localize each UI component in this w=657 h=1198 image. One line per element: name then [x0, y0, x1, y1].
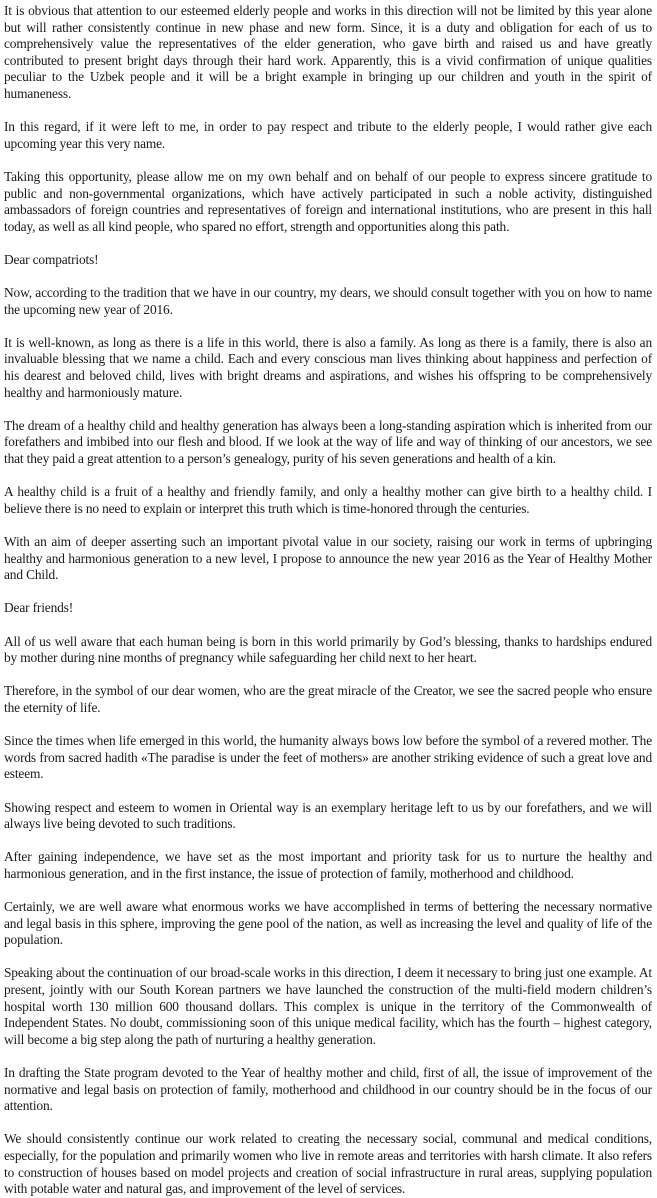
paragraph-name-2016: Now, according to the tradition that we have in our country, my dears, we should consult together with you on how to name the upcoming new year of 2016. — [4, 285, 652, 317]
paragraph-proposal: With an aim of deeper asserting such an important pivotal value in our society, raising our work in terms of upbringing healthy and harmonious generation to a new level, I propose to announce the new year 2016 as the Year of Healthy Mother and Child. — [4, 534, 652, 583]
paragraph-oriental-respect: Showing respect and esteem to women in Oriental way is an exemplary heritage left to us by our forefathers, and we will always live being devoted to such traditions. — [4, 799, 652, 832]
paragraph-healthy-child: A healthy child is a fruit of a healthy and friendly family, and only a healthy mother can give birth to a healthy child. I believe there is no need to explain or interpret this truth which is time-honored through the centuries. — [4, 484, 652, 516]
paragraph-family: It is well-known, as long as there is a life in this world, there is also a family. As long as there is a family, there is also an invaluable blessing that we name a child. Each and every conscious man lives thinking about happiness and perfection of his dearest and beloved child, lives with bright dreams and aspirations, and wishes his offspring to be comprehensively healthy and harmoniously mature. — [4, 334, 652, 400]
paragraph-independence: After gaining independence, we have set as the most important and priority task for us to nurture the healthy and harmonious generation, and in the first instance, the issue of protection of family, motherhood and childhood. — [4, 849, 652, 881]
paragraph-gratitude: Taking this opportunity, please allow me on my own behalf and on behalf of our people to express sincere gratitude to public and non-governmental organizations, which have actively participated in such a noble activity, distinguished ambassadors of foreign countries and representatives of foreign and international institutions, who are present in this hall today, as well as all kind people, who spared no effort, strength and opportunities along this path. — [4, 168, 652, 234]
paragraph-social-conditions: We should consistently continue our work related to creating the necessary social, communal and medical conditions, especially, for the population and primarily women who live in remote areas and territories with harsh climate. It also refers to construction of houses based on model projects and creation of social infrastructure in rural areas, supplying population with potable water and natural gas, and improvement of the level of services. — [4, 1131, 652, 1197]
document-page — [4, 3, 652, 1198]
paragraph-gods-blessing: All of us well aware that each human being is born in this world primarily by God’s blessing, thanks to hardships endured by mother during nine months of pregnancy while safeguarding her child next to her heart. — [4, 633, 652, 666]
paragraph-women-symbol: Therefore, in the symbol of our dear women, who are the great miracle of the Creator, we see the sacred people who ensure the eternity of life. — [4, 683, 652, 715]
salutation-friends: Dear friends! — [4, 600, 74, 616]
paragraph-state-program: In drafting the State program devoted to the Year of healthy mother and child, first of all, the issue of improvement of the normative and legal basis on protection of family, motherhood and childhood in our country should be in the focus of our attention. — [4, 1065, 652, 1114]
paragraph-elderly-attention: It is obvious that attention to our esteemed elderly people and works in this direction will not be limited by this year alone but will rather consistently continue in new phase and new form. Since, it is a duty and obligation for each of us to comprehensively value the representatives of the elder generation, who gave birth and raised us and have greatly contributed to present bright days through their hard work. Apparently, this is a vivid confirmation of unique qualities peculiar to the Uzbek people and it will be a bright example in bringing up our children and youth in the spirit of humaneness. — [4, 3, 652, 101]
salutation-compatriots: Dear compatriots! — [4, 251, 99, 267]
paragraph-revered-mother: Since the times when life emerged in this world, the humanity always bows low before the symbol of a revered mother. The words from sacred hadith «The paradise is under the feet of mothers» are another striking evidence of such a great love and esteem. — [4, 733, 652, 782]
paragraph-childrens-hospital: Speaking about the continuation of our broad-scale works in this direction, I deem it necessary to bring just one example. At present, jointly with our South Korean partners we have launched the construction of the multi-field modern children’s hospital worth 130 million 600 thousand dollars. This complex is unique in the territory of the Commonwealth of Independent States. No doubt, commissioning soon of this unique medical facility, which has the fourth – highest category, will become a big step along the path of nurturing a healthy generation. — [4, 965, 652, 1047]
paragraph-normative-basis: Certainly, we are well aware what enormous works we have accomplished in terms of bettering the necessary normative and legal basis in this sphere, improving the gene pool of the nation, as well as increasing the level and quality of life of the population. — [4, 899, 652, 948]
paragraph-year-name: In this regard, if it were left to me, in order to pay respect and tribute to the elderly people, I would rather give each upcoming year this very name. — [4, 119, 652, 151]
paragraph-healthy-generation: The dream of a healthy child and healthy generation has always been a long-standing aspiration which is inherited from our forefathers and imbibed into our flesh and blood. If we look at the way of life and way of thinking of our ancestors, we see that they paid a great attention to a person’s genealogy, purity of his seven generations and health of a kin. — [4, 417, 652, 467]
